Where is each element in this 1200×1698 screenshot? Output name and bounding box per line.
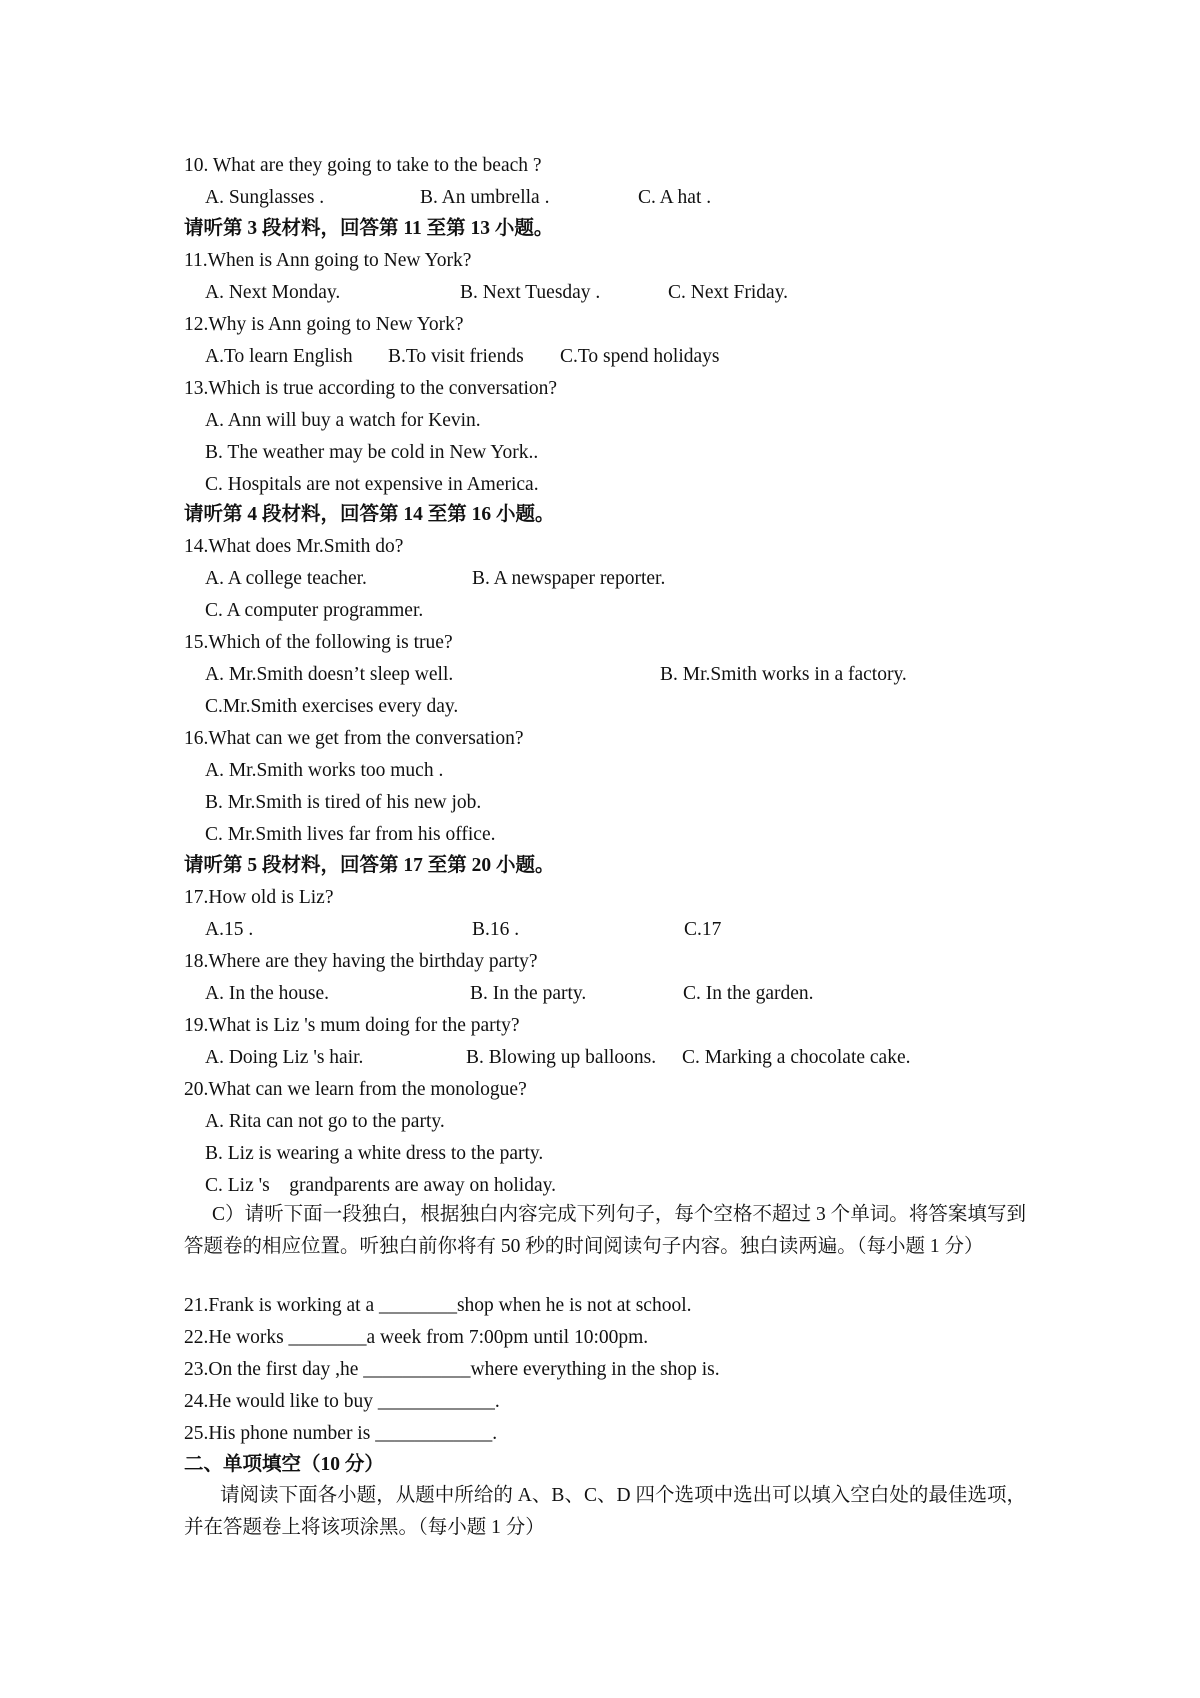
question-18: 18.Where are they having the birthday party?	[184, 951, 538, 972]
q18-option-a: A. In the house.	[205, 983, 330, 1004]
part-2-title: 二、单项填空（10 分）	[184, 1454, 384, 1475]
q19-option-a: A. Doing Liz 's hair.	[205, 1047, 364, 1068]
part-2-instructions: 请阅读下面各小题，从题中所给的 A、B、C、D 四个选项中选出可以填入空白处的最佳选项，并在答题卷上将该项涂黑。（每小题 1 分）	[184, 1485, 1026, 1538]
q20-option-a: A. Rita can not go to the party.	[205, 1111, 445, 1132]
q10-option-b: B. An umbrella .	[420, 187, 550, 208]
q20-option-b: B. Liz is wearing a white dress to the party.	[205, 1143, 544, 1164]
part-c-instructions: C）请听下面一段独白，根据独白内容完成下列句子，每个空格不超过 3 个单词。将答案填写到答题卷的相应位置。听独白前你将有 50 秒的时间阅读句子内容。独白读两遍。（每小题 1 分）	[184, 1204, 1026, 1257]
question-21: 21.Frank is working at a ________shop when he is not at school.	[184, 1295, 692, 1316]
q14-option-a: A. A college teacher.	[205, 568, 367, 589]
question-19: 19.What is Liz 's mum doing for the party?	[184, 1015, 520, 1036]
q19-option-b: B. Blowing up balloons.	[466, 1047, 657, 1068]
section-3-heading: 请听第 3 段材料，回答第 11 至第 13 小题。	[184, 218, 554, 239]
q10-option-c: C. A hat .	[638, 187, 712, 208]
q16-option-a: A. Mr.Smith works too much .	[205, 760, 444, 781]
q13-option-a: A. Ann will buy a watch for Kevin.	[205, 410, 481, 431]
question-24: 24.He would like to buy ____________.	[184, 1391, 500, 1412]
q13-option-b: B. The weather may be cold in New York..	[205, 442, 539, 463]
question-23: 23.On the first day ,he ___________where everything in the shop is.	[184, 1359, 720, 1380]
question-22: 22.He works ________a week from 7:00pm until 10:00pm.	[184, 1327, 649, 1348]
question-14: 14.What does Mr.Smith do?	[184, 536, 404, 557]
q13-option-c: C. Hospitals are not expensive in America.	[205, 474, 539, 495]
q17-option-b: B.16 .	[472, 919, 520, 940]
section-4-heading: 请听第 4 段材料，回答第 14 至第 16 小题。	[184, 504, 555, 525]
q12-option-c: C.To spend holidays	[560, 346, 720, 367]
question-25: 25.His phone number is ____________.	[184, 1423, 498, 1444]
q11-option-c: C. Next Friday.	[668, 282, 789, 303]
q11-option-b: B. Next Tuesday .	[460, 282, 601, 303]
question-10: 10. What are they going to take to the beach ?	[184, 155, 542, 176]
q16-option-c: C. Mr.Smith lives far from his office.	[205, 824, 496, 845]
question-13: 13.Which is true according to the conversation?	[184, 378, 558, 399]
q14-option-c: C. A computer programmer.	[205, 600, 424, 621]
q10-option-a: A. Sunglasses .	[205, 187, 325, 208]
section-5-heading: 请听第 5 段材料，回答第 17 至第 20 小题。	[184, 855, 555, 876]
q17-option-c: C.17	[684, 919, 722, 940]
q18-option-c: C. In the garden.	[683, 983, 814, 1004]
question-12: 12.Why is Ann going to New York?	[184, 314, 464, 335]
q12-option-b: B.To visit friends	[388, 346, 524, 367]
q16-option-b: B. Mr.Smith is tired of his new job.	[205, 792, 482, 813]
q17-option-a: A.15 .	[205, 919, 254, 940]
question-16: 16.What can we get from the conversation?	[184, 728, 524, 749]
q15-option-b: B. Mr.Smith works in a factory.	[660, 664, 907, 685]
q12-option-a: A.To learn English	[205, 346, 353, 367]
q19-option-c: C. Marking a chocolate cake.	[682, 1047, 911, 1068]
question-11: 11.When is Ann going to New York?	[184, 250, 472, 271]
q15-option-c: C.Mr.Smith exercises every day.	[205, 696, 459, 717]
q15-option-a: A. Mr.Smith doesn’t sleep well.	[205, 664, 454, 685]
q11-option-a: A. Next Monday.	[205, 282, 341, 303]
question-20: 20.What can we learn from the monologue?	[184, 1079, 527, 1100]
question-17: 17.How old is Liz?	[184, 887, 334, 908]
question-15: 15.Which of the following is true?	[184, 632, 453, 653]
q20-option-c: C. Liz 's grandparents are away on holiday.	[205, 1175, 556, 1196]
q18-option-b: B. In the party.	[470, 983, 587, 1004]
q14-option-b: B. A newspaper reporter.	[472, 568, 666, 589]
